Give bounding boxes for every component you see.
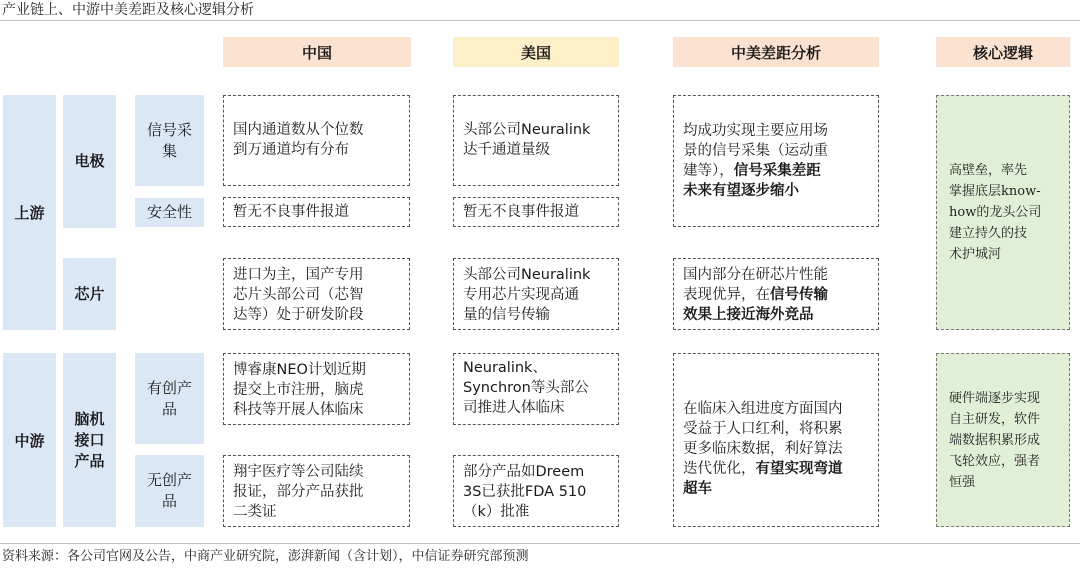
cell-line: 均成功实现主要应用场 bbox=[683, 123, 828, 139]
cell-china-chip bbox=[223, 258, 410, 330]
cell-line bbox=[683, 181, 872, 201]
item-line: 信号采 bbox=[146, 120, 192, 139]
cell-line: 司推进人体临床 bbox=[463, 400, 565, 416]
footer-divider bbox=[0, 543, 1080, 544]
cell-line: 更多临床数据，利好算法 bbox=[683, 441, 843, 457]
cell-line: Synchron等头部公 bbox=[463, 380, 589, 396]
item-invasive-product bbox=[135, 353, 204, 444]
cell-china-noninvasive bbox=[223, 455, 410, 527]
cell-line bbox=[683, 479, 872, 499]
cell-line: 博睿康NEO计划近期 bbox=[233, 362, 366, 378]
cell-gap-signal bbox=[673, 95, 879, 227]
header-china: 中国 bbox=[223, 37, 411, 67]
cell-line: 进口为主，国产专用 bbox=[233, 267, 364, 283]
cell-usa-safety bbox=[453, 197, 619, 227]
cell-line: 3S已获批FDA 510 bbox=[463, 484, 587, 500]
cell-line: 暂无不良事件报道 bbox=[463, 204, 579, 220]
cell-line: 头部公司Neuralink bbox=[463, 122, 591, 138]
cell-gap-midstream bbox=[673, 353, 879, 527]
header-gap-analysis: 中美差距分析 bbox=[673, 37, 879, 67]
item-line: 品 bbox=[161, 492, 177, 510]
cell-usa-chip bbox=[453, 258, 619, 330]
item-line: 无创产 bbox=[146, 471, 192, 489]
cell-line: 受益于人口红利，将积累 bbox=[683, 421, 843, 437]
cell-line: 翔宇医疗等公司陆续 bbox=[233, 464, 364, 480]
cell-line: 专用芯片实现高通 bbox=[463, 287, 579, 303]
cell-line-part: 表现优异，在 bbox=[683, 287, 770, 303]
cell-line: 部分产品如Dreem bbox=[463, 464, 585, 480]
cell-china-safety bbox=[223, 197, 410, 227]
cell-line: 自主研发，软件 bbox=[949, 411, 1041, 427]
cell-line: 掌握底层know- bbox=[949, 184, 1041, 199]
header-usa: 美国 bbox=[453, 37, 619, 67]
cell-line: Neuralink、 bbox=[463, 360, 547, 376]
cell-line-part: 迭代优化， bbox=[683, 461, 756, 477]
cell-line: 术护城河 bbox=[949, 247, 1002, 262]
stage-midstream: 中游 bbox=[3, 353, 56, 527]
cell-china-signal bbox=[223, 95, 410, 186]
source-note: 资料来源：各公司官网及公告，中商产业研究院，澎湃新闻（含计划），中信证券研究部预测 bbox=[2, 549, 529, 564]
item-signal-acquisition bbox=[135, 95, 204, 186]
cell-line bbox=[683, 161, 872, 181]
cell-line: 科技等开展人体临床 bbox=[233, 402, 364, 418]
cell-line bbox=[683, 459, 872, 479]
cell-line: 达等）处于研发阶段 bbox=[233, 307, 364, 323]
cell-line: 景的信号采集（运动重 bbox=[683, 143, 828, 159]
cell-line: how的龙头公司 bbox=[949, 205, 1042, 220]
item-line: 集 bbox=[161, 141, 177, 160]
cell-line: 头部公司Neuralink bbox=[463, 267, 591, 283]
cell-line bbox=[683, 285, 872, 305]
cell-line: 硬件端逐步实现 bbox=[949, 390, 1041, 406]
cell-usa-noninvasive bbox=[453, 455, 619, 527]
cell-usa-invasive bbox=[453, 353, 619, 425]
category-electrode: 电极 bbox=[63, 95, 116, 228]
cell-line: （k）批准 bbox=[463, 504, 530, 520]
cell-line: 芯片头部公司（芯智 bbox=[233, 287, 364, 303]
cell-line-emphasis: 未来有望逐步缩小 bbox=[683, 183, 799, 199]
cell-line: 建立持久的技 bbox=[949, 226, 1028, 241]
cell-logic-upstream bbox=[936, 95, 1070, 330]
cell-line-part: 建等）， bbox=[683, 163, 734, 179]
cell-line: 高壁垒，率先 bbox=[949, 163, 1028, 178]
category-bci-line: 产品 bbox=[74, 451, 105, 470]
category-bci-line: 脑机 bbox=[74, 409, 105, 428]
category-chip: 芯片 bbox=[63, 258, 116, 330]
cell-usa-signal bbox=[453, 95, 619, 186]
category-bci-product bbox=[63, 353, 116, 527]
item-line: 有创产 bbox=[146, 378, 192, 397]
cell-line: 报证，部分产品获批 bbox=[233, 484, 364, 500]
item-safety: 安全性 bbox=[135, 198, 204, 227]
cell-line: 二类证 bbox=[233, 504, 277, 520]
cell-line-emphasis: 超车 bbox=[683, 481, 712, 497]
cell-line bbox=[683, 305, 872, 325]
stage-upstream: 上游 bbox=[3, 95, 56, 330]
cell-line-emphasis: 信号传输 bbox=[770, 287, 828, 303]
cell-china-invasive bbox=[223, 353, 410, 425]
cell-line: 恒强 bbox=[949, 474, 976, 490]
cell-line: 提交上市注册，脑虎 bbox=[233, 382, 364, 398]
cell-line: 量的信号传输 bbox=[463, 307, 550, 323]
cell-line: 端数据积累形成 bbox=[949, 432, 1041, 448]
title-divider bbox=[0, 20, 1080, 21]
cell-line: 在临床入组进度方面国内 bbox=[683, 401, 843, 417]
cell-line-emphasis: 有望实现弯道 bbox=[755, 461, 843, 477]
cell-line: 飞轮效应，强者 bbox=[949, 453, 1041, 469]
cell-line: 达千通道量级 bbox=[463, 142, 550, 158]
item-line: 品 bbox=[161, 399, 177, 418]
cell-line: 到万通道均有分布 bbox=[233, 142, 349, 158]
item-noninvasive-product bbox=[135, 455, 204, 527]
page-title: 产业链上、中游中美差距及核心逻辑分析 bbox=[2, 2, 254, 18]
category-bci-line: 接口 bbox=[74, 430, 105, 449]
cell-line: 国内部分在研芯片性能 bbox=[683, 267, 828, 283]
cell-line: 暂无不良事件报道 bbox=[233, 204, 349, 220]
header-core-logic: 核心逻辑 bbox=[936, 37, 1070, 67]
cell-logic-midstream bbox=[936, 353, 1070, 527]
cell-gap-chip bbox=[673, 258, 879, 330]
cell-line-emphasis: 效果上接近海外竞品 bbox=[683, 307, 814, 323]
cell-line: 国内通道数从个位数 bbox=[233, 122, 364, 138]
cell-line-emphasis: 信号采集差距 bbox=[733, 163, 821, 179]
